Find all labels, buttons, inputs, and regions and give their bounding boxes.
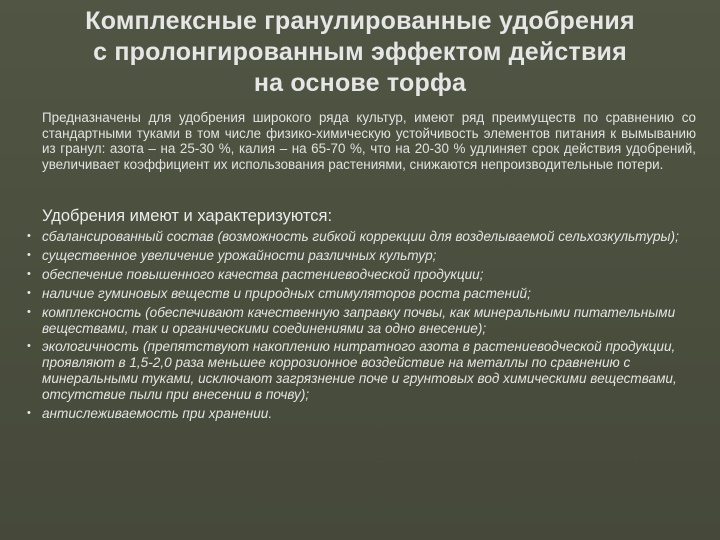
list-item	[0, 229, 720, 245]
list-item	[0, 267, 720, 283]
title-line-2: с пролонгированным эффектом действия	[93, 38, 627, 66]
bullet-icon: •	[27, 407, 31, 420]
bullet-icon: •	[27, 305, 31, 318]
bullet-icon: •	[27, 286, 31, 299]
intro-paragraph: Предназначены для удобрения широкого ряда культур, имеют ряд преимуществ по сравнению со стандартными туками в том числе физико-химическую устойчивость элементов питания к вымыванию из гранул: азота – на 25-30 %, калия – на 65-70 %, что на 20-30 % удлиняет срок действия удобрений, увеличивает коэффициент их использования растениями, снижаются непроизводительные потери.	[42, 110, 696, 172]
list-item-text: сбалансированный состав (возможность гибкой коррекции для возделываемой сельхозкультуры);	[42, 229, 679, 244]
list-item	[0, 339, 720, 403]
list-item-text: антислеживаемость при хранении.	[42, 406, 273, 422]
list-item	[0, 286, 720, 302]
list-item	[0, 406, 720, 422]
features-list	[0, 229, 720, 425]
list-item-text: существенное увеличение урожайности различных культур;	[42, 247, 437, 263]
bullet-icon: •	[27, 340, 31, 353]
slide-title	[40, 6, 680, 99]
bullet-icon: •	[27, 248, 31, 261]
bullet-icon: •	[27, 230, 31, 242]
list-item	[0, 305, 720, 337]
list-item	[0, 248, 720, 264]
list-item-text: экологичность (препятствуют накоплению нитратного азота в растениеводческой продукции, проявляют в 1,5-2,0 раза меньшее коррозионное воздействие на металлы по сравнению с минеральными туками, исключают загрязнение поче и грунтовых вод химическими веществами, отсутствие пыли при внесении в почву);	[42, 339, 677, 403]
list-item-text: обеспечение повышенного качества растениеводческой продукции;	[42, 266, 484, 282]
list-item-text: наличие гуминовых веществ и природных стимуляторов роста растений;	[42, 285, 531, 301]
list-item-text: комплексность (обеспечивают качественную заправку почвы, как минеральными питательными веществами, так и органическими соединениями за одно внесение);	[42, 304, 676, 336]
title-line-3: на основе торфа	[253, 69, 467, 97]
title-line-1: Комплексные гранулированные удобрения	[85, 7, 635, 35]
features-heading: Удобрения имеют и характеризуются:	[42, 207, 333, 225]
bullet-icon: •	[27, 267, 31, 280]
